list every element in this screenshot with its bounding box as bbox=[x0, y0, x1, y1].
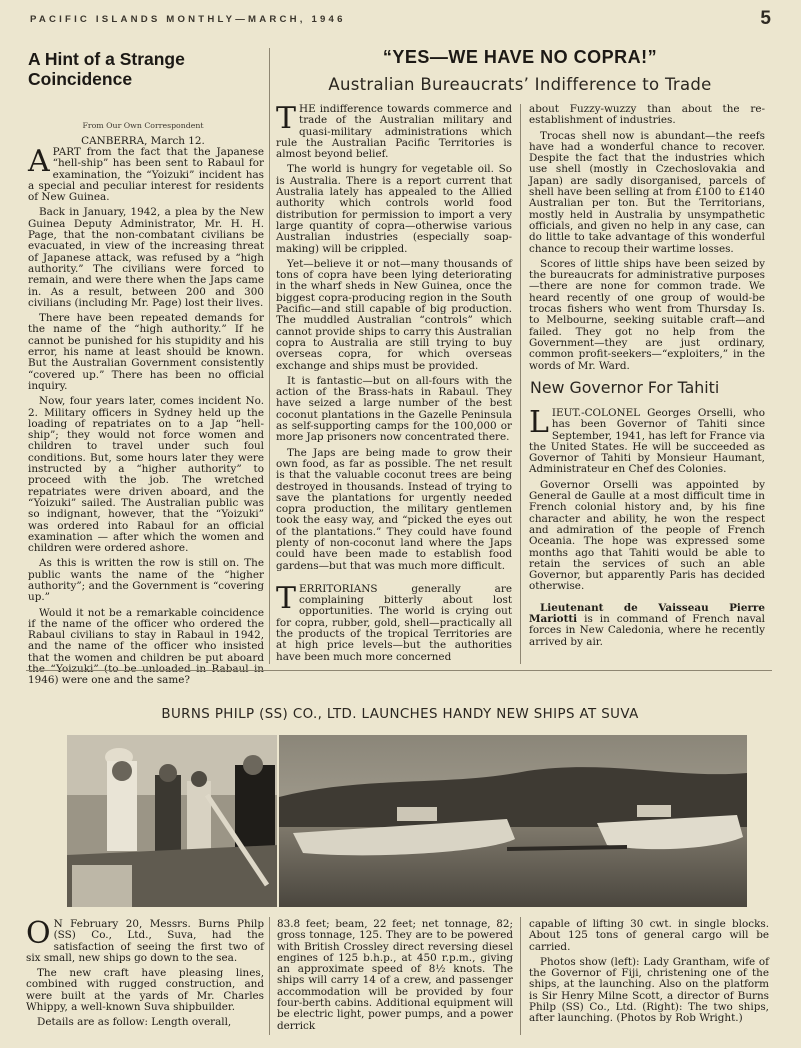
drop-cap: T bbox=[276, 101, 297, 136]
copra-subhead: Australian Bureaucrats’ Indifference to Trade bbox=[328, 75, 712, 94]
copra-headline: “YES—WE HAVE NO COPRA!” bbox=[382, 47, 658, 67]
tahiti-headline: New Governor For Tahiti bbox=[530, 378, 720, 397]
column-rule bbox=[269, 917, 270, 1035]
byline: From Our Own Correspondent bbox=[82, 121, 204, 130]
copra-article-col2: about Fuzzy-wuzzy than about the re-establishment of industries. Trocas shell now is abundant—the reefs have had a wonderful chance to recover. Despite the fact that the industries which use shell (mostly in Czechoslovakia and Japan) are sadly disorganised, parcels of shell have been selling at from £100 to £140 Australian per ton. But the Territorians, mostly held in Australia by unsympathetic officials, and given no help in any case, can do little to take advantage of this wonderful chance to recoup their wartime losses. Scores of little ships have been seized by the bureaucrats for administrative purposes—there are none for common trade. We heard recently of one group of would-be trocas fishers who went from Thursday Is. to Melbourne, seeking suitable craft—and failed. They got no help from the Government—they are just ordinary, common profit-seekers—“exploiters,” in the words of Mr. Ward. bbox=[529, 103, 765, 372]
drop-cap: O bbox=[26, 916, 51, 951]
journal-title: PACIFIC ISLANDS MONTHLY—MARCH, 1946 bbox=[30, 14, 346, 25]
running-header bbox=[30, 8, 771, 36]
officer-name: Lieutenant de Vaisseau Pierre Mariotti bbox=[529, 601, 765, 626]
tahiti-article-body: LIEUT.-COLONEL Georges Orselli, who has been Governor of Tahiti since September, 1941, has left for France via the United States. He will be succeeded as Governor of Tahiti by Monsieur Haumant, Administrateur en Chef des Colonies. Governor Orselli was appointed by General de Gaulle at a most difficult time in French colonial history and, by his fine character and ability, he won the respect and admiration of the people of French Oceania. The hope was expressed some months ago that Tahiti would be able to retain the services of such an able Governor, but apparently Paris has decided otherwise. Lieutenant de Vaisseau Pierre Mariotti is in command of French naval forces in New Caledonia, where he recently arrived by air. bbox=[529, 405, 765, 648]
christening-photo bbox=[67, 735, 277, 907]
drop-cap: T bbox=[276, 580, 297, 616]
dateline: CANBERRA, March 12. bbox=[81, 135, 205, 147]
copra-article-col1: THE indifference towards commerce and trade of the Australian military and quasi-military administrations which rule the Australian Pacific Territories is almost beyond belief. The world is hungry for vegetable oil. So is Australia. There is a report current that Australia lately has appealed to the Allied authority which controls world food distribution for permission to import a very large quantity of copra—otherwise various Australian industries (especially soap-making) will be crippled. Yet—believe it or not—many thousands of tons of copra have been lying deteriorating in the wharf sheds in New Guinea, once the biggest copra-producing region in the South Pacific—and still capable of big production. The muddled Australian “controls” which cannot provide ships to carry this Australian copra to Australia are still trying to buy overseas copra, for which overseas exchange and ships must be provided. It is fantastic—but on all-fours with the action of the Brass-hats in Rabaul. They have seized a large number of the best coconut plantations in the Gazelle Peninsula as self-supporting camps for the 100,000 or more Jap prisoners now concentrated there. The Japs are being made to grow their own food, as far as possible. The net result is that the valuable coconut trees are being destroyed in thousands. Instead of trying to save the plantations for urgently needed copra production, the military gentlemen took the easy way, and “picked the eyes out of the plantations.” They could have found plenty of non-coconut land where the Japs could have been made to establish food gardens—but that was much more difficult. TERRITORIANS generally are complaining bitterly about lost opportunities. The world is crying out for copra, rubber, gold, shell—practically all the products of the tropical Territories are at high price levels—but the authorities have been much more concerned bbox=[276, 101, 512, 663]
ships-article-col2: 83.8 feet; beam, 22 feet; net tonnage, 82; gross tonnage, 125. They are to be powered with British Crossley direct reversing diesel engines of 125 b.h.p., at 450 r.p.m., giving an approximate speed of 8½ knots. The ships will carry 14 of a crew, and passenger accommodation will be provided by four four-berth cabins. Additional equipment will be electric light, power pumps, and a power derrick bbox=[277, 918, 513, 1032]
section-rule bbox=[26, 670, 772, 671]
column-rule bbox=[520, 917, 521, 1035]
left-headline: A Hint of a Strange Coincidence bbox=[28, 49, 185, 89]
column-rule bbox=[520, 104, 521, 664]
ships-headline: BURNS PHILP (SS) CO., LTD. LAUNCHES HANDY NEW SHIPS AT SUVA bbox=[161, 707, 639, 722]
ships-photo bbox=[279, 735, 747, 907]
drop-cap: L bbox=[529, 405, 549, 440]
page-number: 5 bbox=[760, 8, 771, 29]
ships-article-col3: capable of lifting 30 cwt. in single blocks. About 125 tons of general cargo will be carried. Photos show (left): Lady Grantham, wife of the Governor of Fiji, christening one of the ships, at the launching. Also on the platform is Sir Henry Milne Scott, a director of Burns Philp (SS) Co., Ltd. (Right): The two ships, after launching. (Photos by Rob Wright.) bbox=[529, 918, 769, 1025]
column-rule bbox=[269, 48, 270, 664]
drop-cap: A bbox=[28, 144, 50, 179]
left-article-body: APART from the fact that the Japanese “hell-ship” has been sent to Rabaul for examination, the “Yoizuki” incident has a special and peculiar interest for residents of New Guinea. Back in January, 1942, a plea by the New Guinea Deputy Administrator, Mr. H. H. Page, that the non-combatant civilians be evacuated, in view of the increasing threat of Japanese attack, was refused by a “high authority.” The civilians were forced to remain, and were there when the Japs came in. As a result, between 200 and 300 civilians (including Mr. Page) lost their lives. There have been repeated demands for the name of the “high authority.” If he cannot be punished for his stupidity and his error, his name at least should be known. But the Australian Government consistently “covered up.” There has been no official inquiry. Now, four years later, comes incident No. 2. Military officers in Sydney held up the loading of repatriates on to a Jap “hell-ship”; they would not force women and children to travel under such foul conditions. But, some hours later they were instructed by a “higher authority” to proceed with the job. The wretched repatriates were driven aboard, and the “Yoizuki” sailed. The Australian public was so indignant, however, that the “Yoizuki” was ordered into Rabaul for an official examination — after which the women and children were ordered ashore. As this is written the row is still on. The public wants the name of the “higher authority”; and the Government is “covering up.” Would it not be a remarkable coincidence if the name of the officer who ordered the Rabaul civilians to stay in Rabaul in 1942, and the name of the officer who insisted that the women and children be put aboard 1946) were one and the same? bbox=[28, 144, 264, 687]
launch-photographs bbox=[67, 735, 747, 907]
ships-article-col1: O N February 20, Messrs. Burns Philp (SS) Co., Ltd., Suva, had the satisfaction of seeing the first two of six small, new ships go down to the sea. The new craft have pleasing lines, combined with rugged construction, and were built at the yards of Mr. Charles Whippy, a well-known Suva shipbuilder. Details are as follow: Length overall, bbox=[26, 916, 264, 1029]
